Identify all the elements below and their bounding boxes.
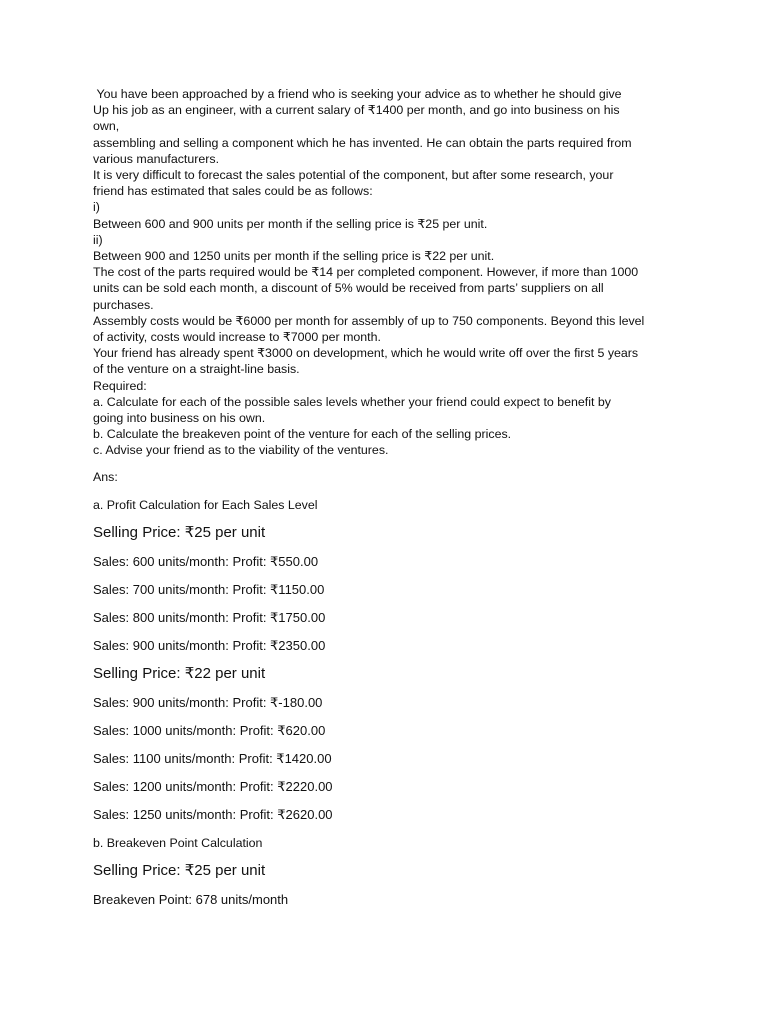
question-line: It is very difficult to forecast the sales potential of the component, but after some research, your (93, 168, 614, 183)
question-line: c. Advise your friend as to the viability of the ventures. (93, 443, 389, 458)
question-line: Your friend has already spent ₹3000 on development, which he would write off over the first 5 years (93, 346, 639, 361)
question-line: various manufacturers. (93, 151, 220, 166)
profit-row: Sales: 1000 units/month: Profit: ₹620.00 (93, 722, 326, 738)
profit-row: Sales: 900 units/month: Profit: ₹2350.00 (93, 637, 326, 653)
question-line: a. Calculate for each of the possible sales levels whether your friend could expect to benefit by (93, 394, 611, 409)
price-25-heading: Selling Price: ₹25 per unit (93, 523, 266, 541)
question-line: Assembly costs would be ₹6000 per month for assembly of up to 750 components. Beyond this level (93, 313, 645, 328)
question-text (93, 86, 683, 459)
profit-row: Sales: 800 units/month: Profit: ₹1750.00 (93, 609, 326, 625)
question-line: i) (93, 200, 100, 215)
question-line: Between 600 and 900 units per month if the selling price is ₹25 per unit. (93, 216, 488, 231)
answer-section (93, 469, 683, 908)
question-line: Up his job as an engineer, with a current salary of ₹1400 per month, and go into business on his (93, 103, 620, 118)
profit-row: Sales: 1100 units/month: Profit: ₹1420.00 (93, 750, 332, 766)
question-line: friend has estimated that sales could be as follows: (93, 184, 373, 199)
question-line: b. Calculate the breakeven point of the venture for each of the selling prices. (93, 427, 512, 442)
breakeven-row: Breakeven Point: 678 units/month (93, 891, 289, 907)
document-page (93, 86, 683, 908)
profit-row: Sales: 900 units/month: Profit: ₹-180.00 (93, 694, 323, 710)
question-line: assembling and selling a component which he has invented. He can obtain the parts required from (93, 135, 632, 150)
part-b-heading: b. Breakeven Point Calculation (93, 835, 263, 850)
part-a-heading: a. Profit Calculation for Each Sales Level (93, 497, 318, 512)
breakeven-price-25-heading: Selling Price: ₹25 per unit (93, 861, 266, 879)
profit-row: Sales: 600 units/month: Profit: ₹550.00 (93, 553, 319, 569)
profit-row: Sales: 1250 units/month: Profit: ₹2620.00 (93, 806, 333, 822)
question-line: You have been approached by a friend who is seeking your advice as to whether he should give (93, 87, 622, 101)
profit-row: Sales: 700 units/month: Profit: ₹1150.00 (93, 581, 325, 597)
question-line: of activity, costs would increase to ₹7000 per month. (93, 330, 381, 345)
question-line: ii) (93, 232, 103, 247)
question-line: own, (93, 119, 120, 134)
question-line: units can be sold each month, a discount of 5% would be received from parts’ suppliers on all (93, 281, 604, 296)
question-line: of the venture on a straight-line basis. (93, 362, 300, 377)
question-line: purchases. (93, 297, 154, 312)
price-22-heading: Selling Price: ₹22 per unit (93, 664, 266, 682)
profit-row: Sales: 1200 units/month: Profit: ₹2220.00 (93, 778, 333, 794)
question-line: Between 900 and 1250 units per month if the selling price is ₹22 per unit. (93, 249, 495, 264)
question-line: The cost of the parts required would be ₹14 per completed component. However, if more than 1000 (93, 265, 639, 280)
question-line: going into business on his own. (93, 411, 266, 426)
answer-label: Ans: (93, 469, 118, 484)
question-line: Required: (93, 378, 147, 393)
